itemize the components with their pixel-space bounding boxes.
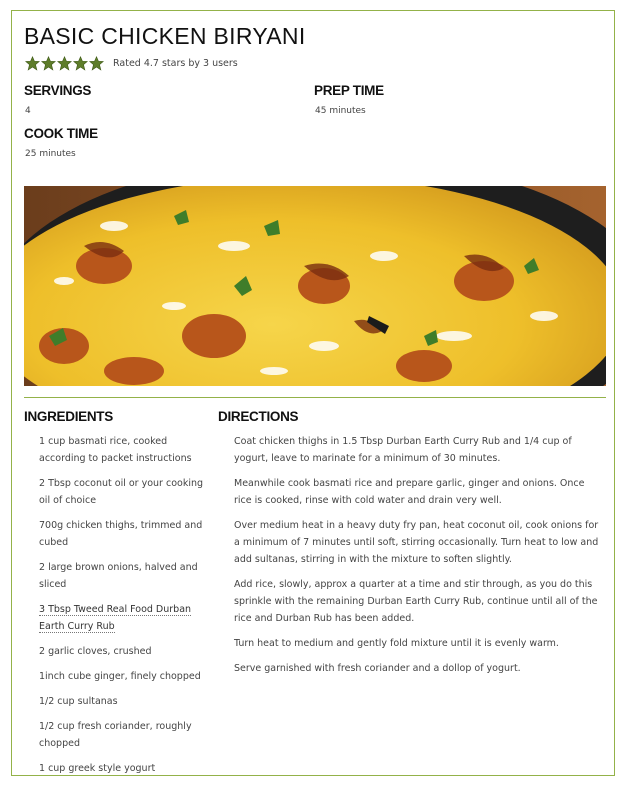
directions-heading: DIRECTIONS (218, 409, 299, 424)
servings-label: SERVINGS (24, 83, 92, 98)
servings-value: 4 (25, 106, 31, 116)
direction-step: Over medium heat in a heavy duty fry pan, heat coconut oil, cook onions for a minimum of 7 minutes until soft, stirring occasionally. Turn heat to low and add sultanas, stirring in with the mixture to soften slightly. (234, 520, 599, 565)
biryani-image (24, 186, 606, 386)
ingredient-item: 2 large brown onions, halved and sliced (39, 562, 198, 590)
direction-step: Turn heat to medium and gently fold mixture until it is evenly warm. (234, 638, 559, 649)
curry-rub-link[interactable]: 3 Tbsp Tweed Real Food Durban Earth Curry Rub (39, 604, 192, 632)
recipe-card (11, 10, 615, 776)
ingredient-item: 1/2 cup fresh coriander, roughly chopped (39, 721, 192, 749)
rating (25, 56, 238, 71)
star-icon (25, 56, 40, 71)
ingredient-item: 700g chicken thighs, trimmed and cubed (39, 520, 203, 548)
section-divider (24, 397, 606, 398)
ingredient-item-link[interactable] (39, 601, 215, 635)
star-icon (57, 56, 72, 71)
star-icon (73, 56, 88, 71)
star-icon (89, 56, 104, 71)
ingredient-item: 1inch cube ginger, finely chopped (39, 671, 201, 682)
recipe-title: BASIC CHICKEN BIRYANI (24, 23, 306, 49)
rating-text: Rated 4.7 stars by 3 users (113, 58, 238, 69)
ingredient-item: 2 Tbsp coconut oil or your cooking oil of choice (39, 478, 204, 506)
star-icon (41, 56, 56, 71)
ingredients-list (39, 433, 215, 785)
cook-time-label: COOK TIME (24, 126, 98, 141)
direction-step: Serve garnished with fresh coriander and a dollop of yogurt. (234, 663, 521, 674)
ingredient-item: 1 cup basmati rice, cooked according to packet instructions (39, 436, 192, 464)
ingredient-item: 1/2 cup sultanas (39, 696, 118, 707)
direction-step: Add rice, slowly, approx a quarter at a time and stir through, as you do this sprinkle with the remaining Durban Earth Curry Rub, continue until all of the rice and Durban Rub has been added. (234, 579, 598, 624)
direction-step: Meanwhile cook basmati rice and prepare garlic, ginger and onions. Once rice is cooked, rinse with cold water and drain very well. (234, 478, 585, 506)
ingredients-heading: INGREDIENTS (24, 409, 113, 424)
prep-time-label: PREP TIME (314, 83, 384, 98)
ingredient-item: 2 garlic cloves, crushed (39, 646, 152, 657)
direction-step: Coat chicken thighs in 1.5 Tbsp Durban Earth Curry Rub and 1/4 cup of yogurt, leave to marinate for a minimum of 30 minutes. (234, 436, 572, 464)
cook-time-value: 25 minutes (25, 149, 76, 159)
prep-time-value: 45 minutes (315, 106, 366, 116)
ingredient-item: 1 cup greek style yogurt (39, 763, 156, 774)
directions-list (234, 433, 604, 685)
rating-stars[interactable] (25, 56, 104, 71)
recipe-photo (24, 186, 606, 386)
